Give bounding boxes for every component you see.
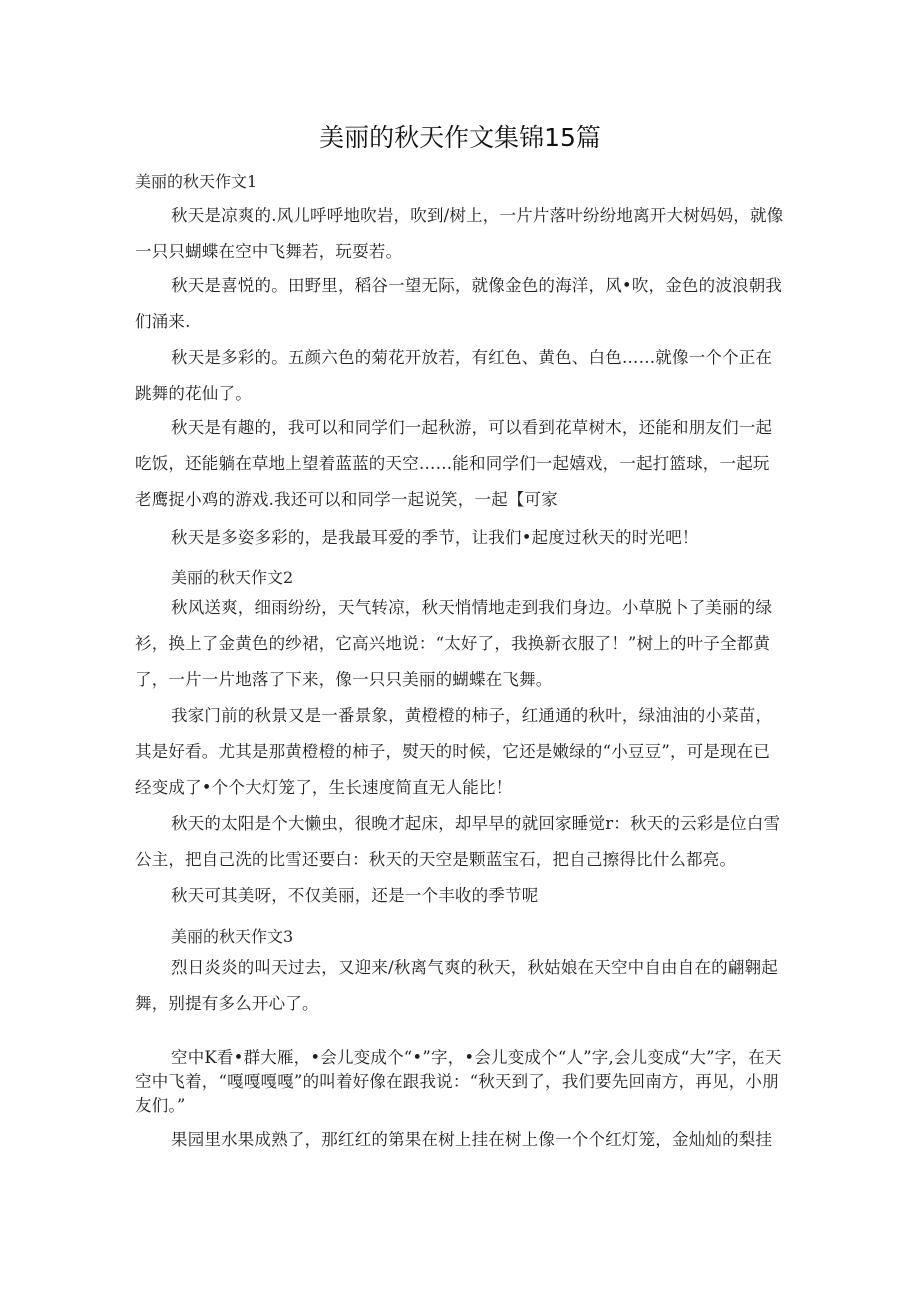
- section-heading-1: 美丽的秋天作文1: [135, 172, 258, 191]
- paragraph: 果园里水果成熟了，那红红的第果在树上挂在树上像一个个红灯笼，金灿灿的梨挂: [171, 1130, 773, 1149]
- paragraph: 秋天是喜悦的。田野里，稻谷一望无际，就像金色的海洋，风•吹，金色的波浪朝我们涌来.: [135, 276, 783, 331]
- paragraph: 我家门前的秋景又是一番景象，黄橙橙的柿子，红通通的秋叶，绿油油的小菜苗，其是好看。尤其是那黄橙橙的柿子，熨天的时候，它还是嫩绿的“小豆豆”，可是现在已经变成了•个个大灯笼了，生长速度简直无人能比！: [135, 706, 773, 797]
- paragraph: 秋天是多姿多彩的，是我最耳爱的季节，让我们•起度过秋天的时光吧！: [171, 528, 699, 547]
- section-heading-2: 美丽的秋天作文2: [171, 568, 294, 587]
- paragraph: 秋天可其美呀，不仅美丽，还是一个丰收的季节呢: [171, 886, 539, 905]
- document-title: 美丽的秋天作文集锦15篇: [319, 123, 601, 152]
- paragraph: 秋天是多彩的。五颜六色的菊花开放若，有红色、黄色、白色……就像一个个正在跳舞的花仙了。: [135, 348, 773, 403]
- paragraph: 空中K看•群大雁，•会儿变成个“•”字，•会儿变成个“人”字,会儿变成“大”字，在天空中飞着，“嘎嘎嘎嘎”的叫着好像在跟我说：“秋天到了，我们要先回南方，再见，小朋友们。”: [135, 1048, 782, 1115]
- paragraph: 秋天的太阳是个大懒虫，很晚才起床，却早早的就回家睡觉r：秋天的云彩是位白雪公主，把自己洗的比雪还要白：秋天的天空是颗蓝宝石，把自己擦得比什么都亮。: [135, 814, 781, 869]
- paragraph: 烈日炎炎的叫天过去，又迎来/秋离气爽的秋天，秋姑娘在天空中自由自在的翩翱起舞，别提有多么开心了。: [135, 958, 778, 1013]
- paragraph: 秋风送爽，细雨纷纷，天气转凉，秋天悄情地走到我们身边。小草脱卜了美丽的绿衫，换上了金黄色的纱裙，它高兴地说：“太好了，我换新衣服了！”树上的叶子全都黄了，一片一片地落了下来，像一只只美丽的蝴蝶在飞舞。: [135, 598, 773, 689]
- paragraph: 秋天是有趣的，我可以和同学们一起秋游，可以看到花草树木，还能和朋友们一起吃饭，还能躺在草地上望着蓝蓝的天空……能和同学们一起嬉戏，一起打篮球，一起玩老鹰捉小鸡的游戏.我还可以和同学一起说笑，一起【可家: [135, 418, 773, 509]
- section-heading-3: 美丽的秋天作文3: [171, 927, 294, 946]
- paragraph: 秋天是凉爽的.风儿呼呼地吹岩，吹到/树上，一片片落叶纷纷地离开大树妈妈，就像一只只蝴蝶在空中飞舞若，玩耍若。: [135, 206, 784, 261]
